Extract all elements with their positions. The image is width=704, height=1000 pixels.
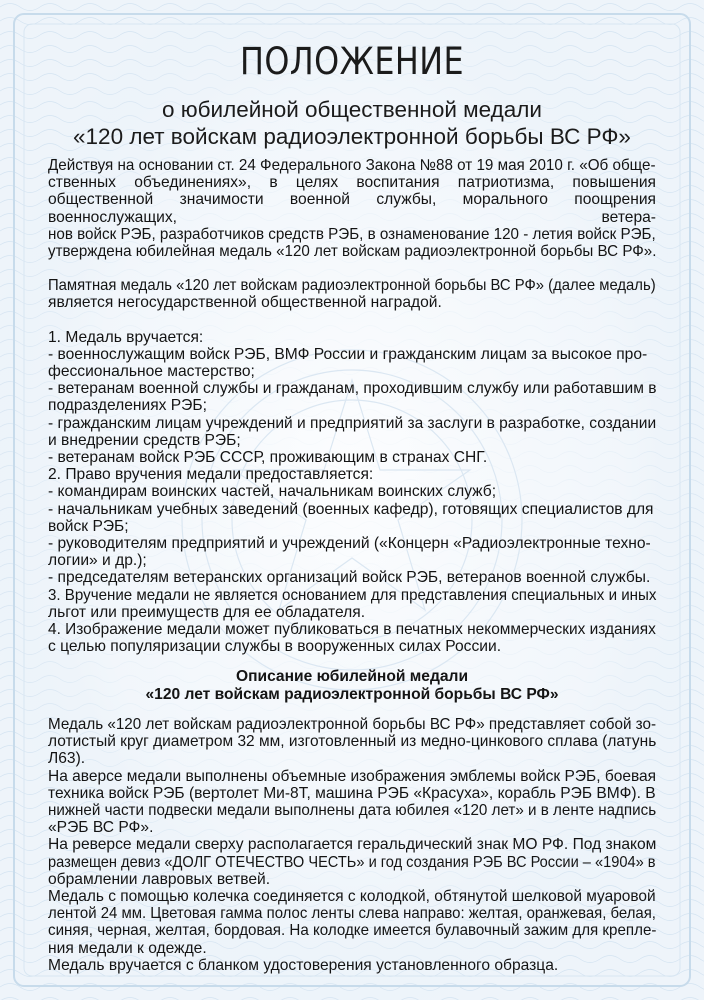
description-paragraph bbox=[48, 716, 656, 974]
text-line: «РЭБ ВС РФ». bbox=[48, 819, 154, 837]
section-heading bbox=[48, 668, 656, 702]
text-line: нижней части подвески медали выполнены дата юбилея «120 лет» и в ленте надпись bbox=[48, 801, 657, 819]
text-line: размещен девиз «ДОЛГ ОТЕЧЕСТВО ЧЕСТЬ» и год создания РЭБ ВС России – «1904» в bbox=[48, 853, 656, 871]
text-line: утверждена юбилейная медаль «120 лет войскам радиоэлектронной борьбы ВС РФ». bbox=[48, 243, 657, 261]
intro-paragraph bbox=[48, 157, 656, 260]
list-line: - командирам воинских частей, начальникам воинских служб; bbox=[48, 483, 497, 501]
document-title: ПОЛОЖЕНИЕ bbox=[239, 40, 465, 83]
list-line: - ветеранам войск РЭБ СССР, проживающим в странах СНГ. bbox=[48, 449, 488, 467]
text-line: техника войск РЭБ (вертолет Ми-8Т, машина РЭБ «Красуха», корабль РЭБ ВМФ). В bbox=[48, 784, 656, 802]
section-heading-line: «120 лет войскам радиоэлектронной борьбы ВС РФ» bbox=[145, 685, 559, 703]
text-line: Медаль с помощью колечка соединяется с колодкой, обтянутой шелковой муаровой bbox=[48, 887, 656, 905]
list-line: 3. Вручение медали не является основанием для представления специальных и иных bbox=[48, 586, 657, 604]
text-line: лентой 24 мм. Цветовая гамма полос ленты слева направо: желтая, оранжевая, белая, bbox=[48, 905, 656, 923]
list-line: - военнослужащим войск РЭБ, ВМФ России и гражданским лицам за высокое про- bbox=[48, 345, 648, 363]
text-line: Медаль вручается с бланком удостоверения установленного образца. bbox=[48, 956, 559, 974]
list-line: 4. Изображение медали может публиковаться в печатных некоммерческих изданиях bbox=[48, 621, 656, 639]
list-line: логии» и др.); bbox=[48, 552, 147, 570]
text-line: На аверсе медали выполнены объемные изображения эмблемы войск РЭБ, боевая bbox=[48, 767, 657, 785]
text-line: нов войск РЭБ, разработчиков средств РЭБ, в ознаменование 120 - летия войск РЭБ, bbox=[48, 225, 656, 243]
list-line: войск РЭБ; bbox=[48, 517, 129, 535]
text-line: На реверсе медали сверху располагается геральдический знак МО РФ. Под знаком bbox=[48, 836, 657, 854]
list-line: 1. Медаль вручается: bbox=[48, 328, 204, 346]
list-line: - ветеранам военной службы и гражданам, проходившим службу или работавшим в bbox=[48, 380, 657, 398]
list-line: и внедрении средств РЭБ; bbox=[48, 431, 241, 449]
numbered-list bbox=[48, 329, 656, 656]
text-line: лотистый круг диаметром 32 мм, изготовленный из медно-цинкового сплава (латунь bbox=[48, 733, 657, 751]
list-line: 2. Право вручения медали предоставляется: bbox=[48, 466, 374, 484]
list-line: - руководителям предприятий и учреждений («Концерн «Радиоэлектронные техно- bbox=[48, 535, 651, 553]
text-line: Памятная медаль «120 лет войскам радиоэлектронной борьбы ВС РФ» (далее медаль) bbox=[48, 277, 656, 295]
subtitle-line: «120 лет войскам радиоэлектронной борьбы ВС РФ» bbox=[73, 124, 631, 149]
text-line: Медаль «120 лет войскам радиоэлектронной борьбы ВС РФ» представляет собой зо- bbox=[48, 715, 657, 733]
text-line: обрамлении лавровых ветвей. bbox=[48, 870, 271, 888]
subtitle-line: о юбилейной общественной медали bbox=[161, 97, 543, 122]
text-line: Л63). bbox=[48, 750, 86, 768]
status-paragraph bbox=[48, 277, 656, 311]
text-line: Действуя на основании ст. 24 Федерального Закона №88 от 19 мая 2010 г. «Об обще- bbox=[48, 157, 656, 174]
list-line: - гражданским лицам учреждений и предприятий за заслуги в разработке, создании bbox=[48, 414, 657, 432]
list-line: с целью популяризации службы в вооруженных силах России. bbox=[48, 638, 502, 656]
list-line: подразделениях РЭБ; bbox=[48, 397, 207, 415]
list-line: - председателям ветеранских организаций войск РЭБ, ветеранов военной службы. bbox=[48, 569, 651, 587]
text-line: ственных объединениях», в целях воспитания патриотизма, повышения общественной значимости военной службы, морального поощрения военнослужащих, ветера- bbox=[48, 174, 656, 226]
document-subtitle bbox=[0, 96, 704, 150]
list-line: льгот или преимуществ для ее обладателя. bbox=[48, 603, 366, 621]
list-line: фессиональное мастерство; bbox=[48, 363, 255, 381]
document-body bbox=[48, 157, 656, 974]
text-line: является негосударственной общественной наградой. bbox=[48, 294, 442, 312]
text-line: ния медали к одежде. bbox=[48, 939, 207, 957]
list-line: - начальникам учебных заведений (военных кафедр), готовящих специалистов для bbox=[48, 500, 654, 518]
section-heading-line: Описание юбилейной медали bbox=[235, 668, 469, 686]
text-line: синяя, черная, желтая, бордовая. На колодке имеется булавочный зажим для крепле- bbox=[48, 922, 657, 940]
